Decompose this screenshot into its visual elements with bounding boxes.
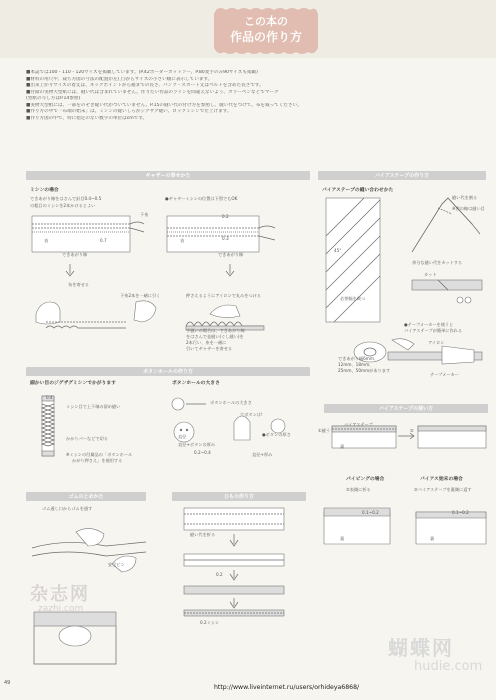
back-label-bottom-left: 裏 <box>340 536 345 541</box>
page-number: 49 <box>4 680 11 686</box>
sizes3: 25mm、50mmがあります <box>338 368 391 373</box>
intro-notes <box>26 70 476 122</box>
size-label: ボタンホールの大きさ <box>210 400 252 405</box>
elastic-waist-drawing <box>26 606 126 670</box>
watermark-right: 蝴蝶网 <box>388 636 454 660</box>
hand-note2: をはさんで並縫い(ぐし縫い)を <box>186 334 244 339</box>
thickness-label: ●ボタンの厚さ <box>262 432 291 437</box>
thick-val: 0.2~0.4 <box>194 450 211 455</box>
v03-label: 0.3 <box>222 236 229 241</box>
cut-note: 余分な縫い代をカットする <box>412 260 463 265</box>
elastic-pass-note: ゴム通し口からゴムを通す <box>42 506 93 511</box>
ex1-label: 直径+ボタンの厚み <box>178 442 216 447</box>
bias-combine-label: バイアステープの縫い合わせかた <box>322 188 394 193</box>
lining-label: バイアス始末の場合 <box>420 477 463 482</box>
bottom-stop-note: かかりバーなどで切る <box>66 436 108 441</box>
zigzag-label: 細かい目のジグザグミシンでかがります <box>30 381 116 386</box>
hand-note1: 手縫いの場合は、できあがり線 <box>186 328 245 333</box>
ex2-label: 直径+厚み <box>252 452 273 457</box>
pull-note: 布を寄せる <box>68 282 89 287</box>
intro-line: ■実物大型紙には、一部をのぞき縫い代がついていません。P.15の縫い代の付け方を参照し、縫い代をつけて、布を裁ってください。 <box>26 102 302 108</box>
size-title: ボタンホールの大きさ <box>172 381 220 386</box>
page-title-line2: 作品の作り方 <box>229 30 302 44</box>
v07-label: 0.7 <box>100 238 107 243</box>
width-note: 必要幅を裁つ <box>340 296 366 301</box>
tape-maker-note2: バイアステープが簡単に作れる <box>404 328 463 333</box>
section-header-string: ひもの作り方 <box>172 492 306 501</box>
gather-desc2: の粗目のミシンを2本かけるとよい <box>30 203 96 208</box>
front-label: 表 <box>44 238 49 243</box>
diameter-label: 直径 <box>178 434 187 439</box>
gather-diagram-left <box>30 210 150 260</box>
intro-line: ■作り方図の中で、特に指定のない数字の単位はcmです。 <box>26 115 148 121</box>
front-label-right: 表 <box>180 238 185 243</box>
intro-line: ■付録の実物大型紙には、縫い代は含まれていません。作りたい作品のラインを間違えないよう、カラーペンなどでマーク <box>26 89 279 95</box>
bias-seam-drawing <box>408 194 488 264</box>
elastic-drawing <box>26 512 156 582</box>
angle-label: 45° <box>334 248 342 253</box>
string-v02: 0.2 <box>216 572 223 577</box>
gather-right-note: ●ギャザーミシンの位置は下図でもOK <box>165 196 238 201</box>
gather-machine-label: ミシンの場合 <box>30 188 59 193</box>
gather-desc1: できあがり線をはさんで針目0.4~0.5 <box>30 196 102 201</box>
tape-maker-note1: ●テープメーカーを使うと <box>404 322 454 327</box>
bh-note1: ※ミシンの付属品の「ボタンホール <box>66 452 133 457</box>
watermark-left: 杂志网 <box>30 584 90 605</box>
lining-desc: ②バイアステープを裏側に返す <box>414 487 472 492</box>
fold-label: 縫い代を折る <box>190 532 216 537</box>
diagonal-note: ※図の線は縫い目 <box>452 206 485 211</box>
hand-note3: 2本行い、糸を一緒に <box>186 340 227 345</box>
stitch-label: 0.2ミシン <box>200 620 220 625</box>
string-drawing <box>182 504 292 624</box>
section-header-bias-use: バイアステープの使い方 <box>324 404 488 413</box>
tape-label: バイアステープ <box>344 422 373 427</box>
slit-label: 穴ボタンは! <box>240 412 263 417</box>
page-title-line1: この本の <box>244 15 288 28</box>
cut-label: カット <box>424 272 437 277</box>
lower-thread-label: 下糸 <box>140 212 149 217</box>
bh-note2: かがり押さえ」を使用する <box>72 458 123 463</box>
hand-note4: 引いてギャザーを寄せる <box>186 346 233 351</box>
intro-line: ■出来上がりサイズの着丈は、ネックポイントから裾までの長さ、パンツ・スカート丈はベルトを含めた長さです。 <box>26 83 264 88</box>
piping-label: パイピングの場合 <box>346 477 385 482</box>
tape-maker-label: テープメーカー <box>430 372 459 377</box>
v04-label: 0.4 <box>46 395 53 400</box>
iron-label: アイロン <box>428 340 445 345</box>
v01-label: 0.1~0.2 <box>362 510 379 515</box>
sizes1: できあがり幅6mm、 <box>338 356 379 361</box>
pull-two-note: 下糸2本を一緒に引く <box>120 293 161 298</box>
cut-excess-label: 縫い代を割る <box>452 195 478 200</box>
piping-desc: ②表側に折る <box>346 487 371 492</box>
back-label: 裏 <box>340 444 345 449</box>
section-header-elastic: ゴムのとめかた <box>26 492 146 501</box>
section-header-bias: バイアステープの作り方 <box>318 171 486 180</box>
section-header-buttonhole: ボタンホールの作り方 <box>26 367 310 376</box>
v01-label-right: 0.1~0.2 <box>452 510 469 515</box>
finish-line-label-right: できあがり線 <box>218 252 244 257</box>
watermark-left-url: zazhi.com <box>38 604 84 614</box>
v02-label: 0.2 <box>222 214 229 219</box>
buttonhole-stitch-drawing <box>36 392 66 462</box>
sizes2: 12mm、18mm、 <box>338 362 374 367</box>
intro-line: (型紙の写し方はP.14参照) <box>26 96 81 101</box>
watermark-right-url: hudie.com <box>414 659 483 674</box>
finish-line-label: できあがり線 <box>62 252 88 257</box>
source-url[interactable]: http://www.liveinternet.ru/users/orhideya6868/ <box>214 684 360 691</box>
section-header-gather: ギャザーの寄せかた <box>26 171 310 180</box>
tack-note: ミシン目で上下端の留め縫い <box>66 404 121 409</box>
step2-label: ② <box>410 428 414 433</box>
intro-line: ■本誌では100・110・120サイズを掲載しています。(P.42ボーダーカットソー、P.80麦手のみ90サイズも掲載) <box>26 70 258 75</box>
back-label-bottom-right: 裏 <box>430 536 435 541</box>
step1-label: ①縫う <box>318 428 331 433</box>
pin-label: 安全ピン <box>108 562 125 567</box>
bias-cut-drawing <box>408 270 488 310</box>
gather-hands-drawing <box>26 280 176 340</box>
intro-line: ■作り方の中で「布端の始末」は、ミシンの縫いしろがジグザグ縫い、ロックミシンで仕上げます。 <box>26 109 232 114</box>
press-note: 押さえるようにアイロンで丸みをつける <box>186 293 261 298</box>
bias-diagonal-drawing <box>324 196 384 326</box>
intro-line: ■材料の用尺や、裁ち方図の寸法の配置が左(上)からサイズの小さい順に表示しています。 <box>26 76 213 82</box>
gather-arrows <box>60 262 260 282</box>
